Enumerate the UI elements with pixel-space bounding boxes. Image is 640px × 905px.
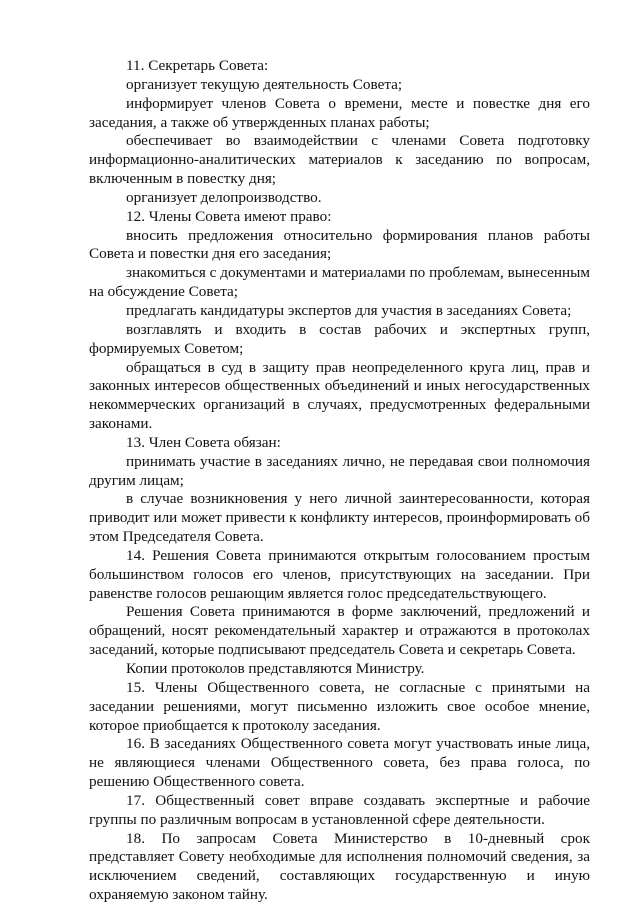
paragraph-13-item-2: в случае возникновения у него личной заинтересованности, которая приводит или может привести к конфликту интересов, проинформировать об этом Председателя Совета.	[89, 490, 590, 546]
paragraph-12-item-3: предлагать кандидатуры экспертов для участия в заседаниях Совета;	[126, 301, 572, 319]
paragraph-13-item-1: принимать участие в заседаниях лично, не передавая свои полномочия другим лицам;	[89, 452, 590, 489]
paragraph-12-heading: 12. Члены Совета имеют право:	[126, 207, 332, 225]
paragraph-17: 17. Общественный совет вправе создавать экспертные и рабочие группы по различным вопросам в установленной сфере деятельности.	[89, 791, 590, 828]
paragraph-16: 16. В заседаниях Общественного совета могут участвовать иные лица, не являющиеся членами Общественного совета, без права голоса, по решению Общественного совета.	[89, 735, 590, 791]
paragraph-12-item-1: вносить предложения относительно формирования планов работы Совета и повестки дня его заседания;	[89, 226, 590, 263]
paragraph-11-item-2: информирует членов Совета о времени, месте и повестке дня его заседания, а также об утвержденных планах работы;	[89, 94, 590, 131]
paragraph-12-item-5: обращаться в суд в защиту прав неопределенного круга лиц, прав и законных интересов общественных объединений и иных негосударственных некоммерческих организаций в случаях, предусмотренных федеральными законами.	[89, 358, 590, 433]
paragraph-14-copies: Копии протоколов представляются Министру.	[126, 660, 425, 677]
paragraph-14-decisions: Решения Совета принимаются в форме заключений, предложений и обращений, носят рекомендательный характер и отражаются в протоколах заседаний, которые подписывают председатель Совета и секретарь Совета.	[89, 603, 590, 659]
paragraph-12-item-4: возглавлять и входить в состав рабочих и экспертных групп, формируемых Советом;	[89, 320, 590, 357]
paragraph-15: 15. Члены Общественного совета, не согласные с принятыми на заседании решениями, могут письменно изложить свое особое мнение, которое приобщается к протоколу заседания.	[89, 678, 590, 734]
paragraph-11-item-3: обеспечивает во взаимодействии с членами Совета подготовку информационно-аналитических материалов к заседанию по вопросам, включенным в повестку дня;	[89, 132, 590, 188]
paragraph-14: 14. Решения Совета принимаются открытым голосованием простым большинством голосов его членов, присутствующих на заседании. При равенстве голосов решающим является голос председательствующего.	[89, 546, 590, 602]
paragraph-12-item-2: знакомиться с документами и материалами по проблемам, вынесенным на обсуждение Совета;	[89, 264, 590, 301]
paragraph-18: 18. По запросам Совета Министерство в 10-дневный срок представляет Совету необходимые для исполнения полномочий сведения, за исключением сведений, составляющих государственную и иную охраняемую законом тайну.	[89, 829, 590, 904]
paragraph-13-heading: 13. Член Совета обязан:	[126, 433, 281, 451]
document-page	[89, 57, 590, 905]
paragraph-11-item-1: организует текущую деятельность Совета;	[126, 75, 403, 93]
paragraph-11-heading: 11. Секретарь Совета:	[126, 57, 269, 74]
paragraph-11-item-4: организует делопроизводство.	[126, 188, 322, 206]
